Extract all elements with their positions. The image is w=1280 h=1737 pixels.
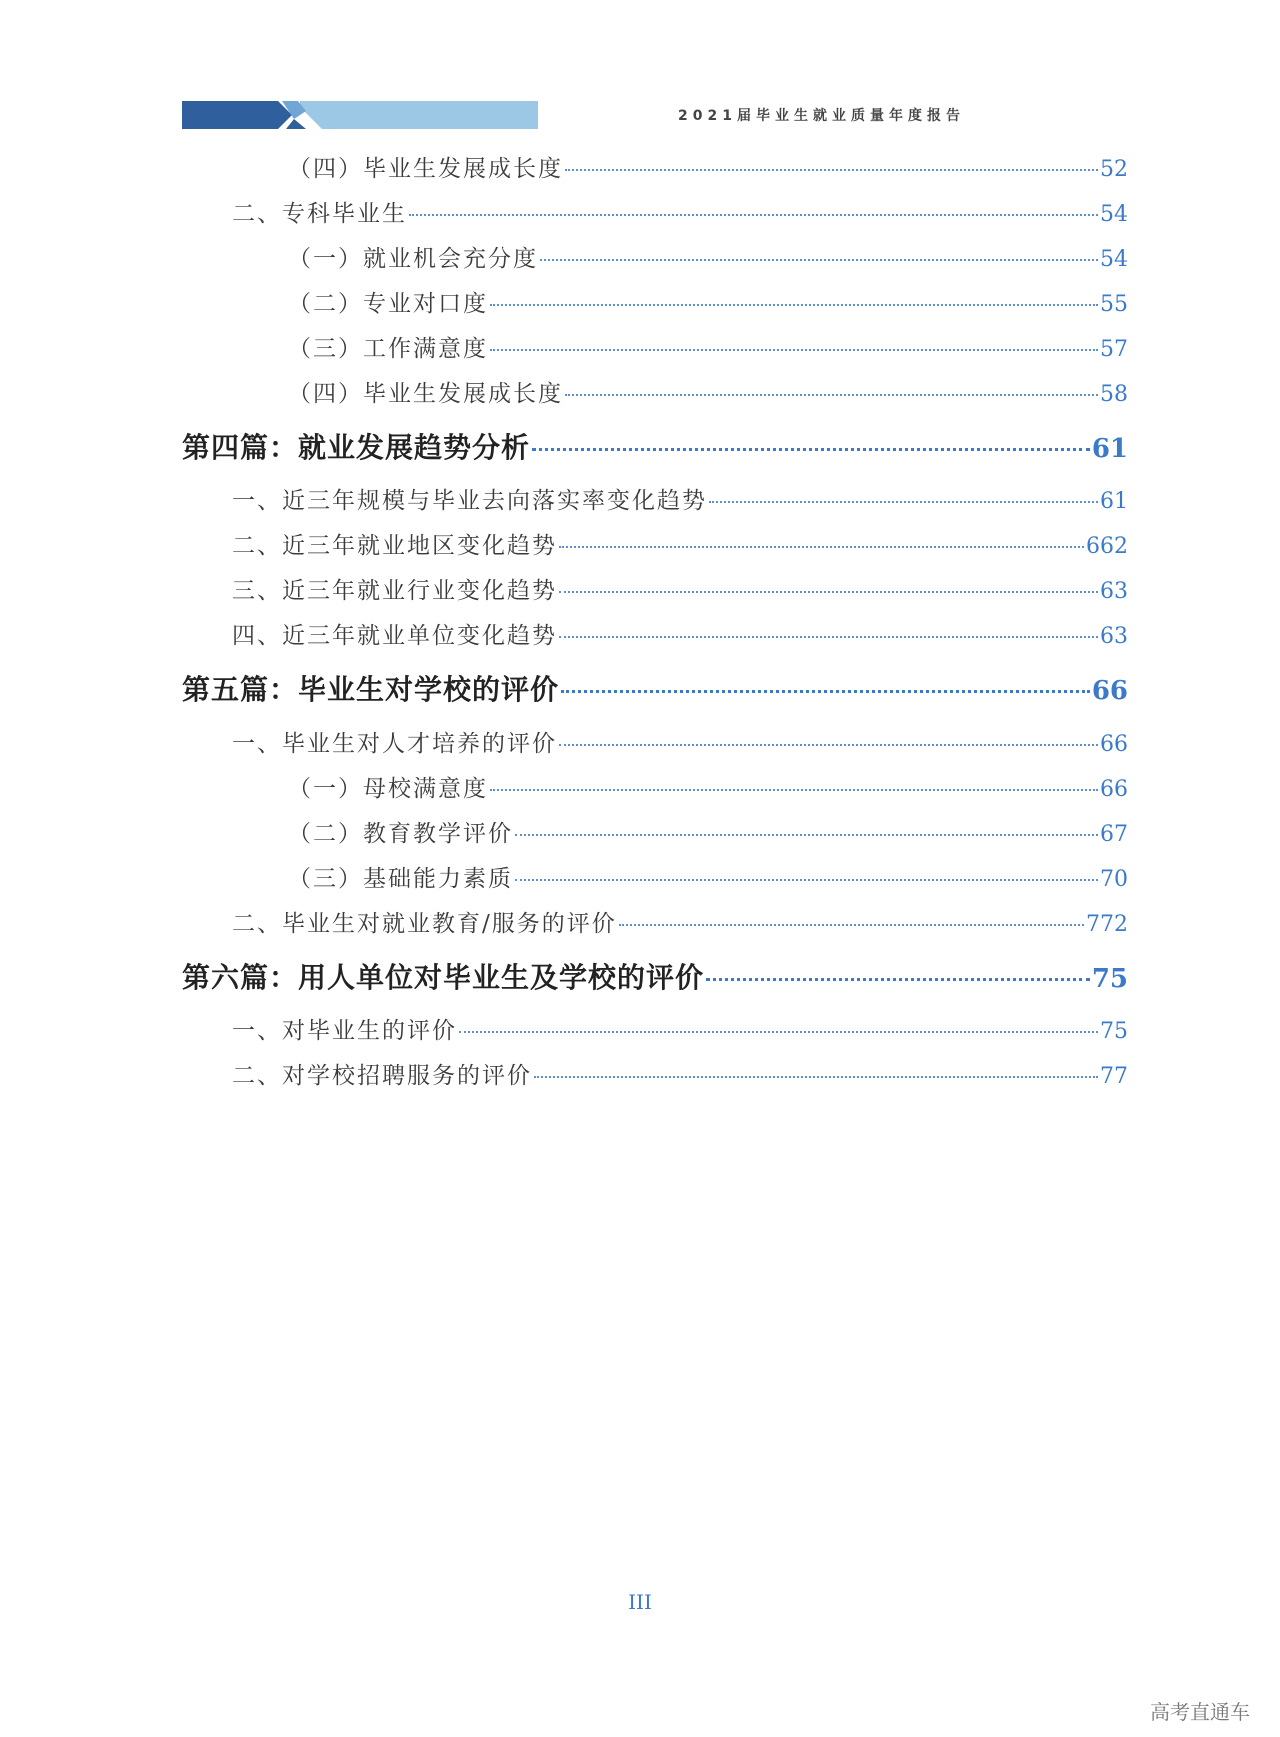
toc-entry-page: 52 — [1100, 157, 1128, 182]
header-band-graphic — [182, 101, 538, 129]
toc-dot-leader — [540, 259, 1098, 261]
toc-entry-label: 第五篇：毕业生对学校的评价 — [182, 673, 560, 706]
toc-entry-page: 63 — [1100, 579, 1128, 604]
toc-entry-page: 75 — [1091, 964, 1128, 994]
toc-entry[interactable] — [232, 617, 1128, 650]
toc-entry[interactable] — [288, 860, 1128, 893]
toc-entry-label: 二、对学校招聘服务的评价 — [232, 1063, 532, 1089]
toc-entry-label: 二、毕业生对就业教育/服务的评价 — [232, 911, 617, 937]
toc-entry-page: 67 — [1100, 822, 1128, 847]
watermark: 高考直通车 — [1150, 1700, 1250, 1724]
toc-entry-label: 一、近三年规模与毕业去向落实率变化趋势 — [232, 488, 707, 514]
toc-entry-page: 63 — [1100, 624, 1128, 649]
toc-entry-label: （三）工作满意度 — [288, 336, 488, 362]
toc-entry-page: 66 — [1091, 676, 1128, 706]
toc-entry-label: 二、近三年就业地区变化趋势 — [232, 533, 557, 559]
toc-dot-leader — [559, 636, 1098, 638]
toc-dot-leader — [490, 789, 1098, 791]
toc-dot-leader — [561, 690, 1090, 693]
toc-dot-leader — [459, 1031, 1098, 1033]
toc-dot-leader — [490, 304, 1098, 306]
toc-entry[interactable] — [288, 770, 1128, 803]
toc-entry-page: 61 — [1091, 434, 1128, 464]
toc-entry-page: 66 — [1100, 732, 1128, 757]
toc-entry-label: 一、对毕业生的评价 — [232, 1018, 457, 1044]
toc-entry[interactable] — [232, 905, 1128, 938]
toc-dot-leader — [709, 501, 1098, 503]
toc-dot-leader — [490, 349, 1098, 351]
toc-entry-page: 58 — [1100, 382, 1128, 407]
page-number: III — [628, 1590, 652, 1614]
toc-entry-label: 第六篇：用人单位对毕业生及学校的评价 — [182, 961, 705, 994]
toc-entry-label: 四、近三年就业单位变化趋势 — [232, 623, 557, 649]
toc-entry-label: 一、毕业生对人才培养的评价 — [232, 731, 557, 757]
toc-entry[interactable] — [288, 285, 1128, 318]
toc-entry-page: 75 — [1100, 1019, 1128, 1044]
toc-part-heading[interactable] — [182, 668, 1128, 708]
toc-entry-label: （四）毕业生发展成长度 — [288, 156, 563, 182]
toc-entry[interactable] — [232, 1057, 1128, 1090]
toc-entry[interactable] — [232, 725, 1128, 758]
toc-entry-label: （二）教育教学评价 — [288, 821, 513, 847]
toc-entry-label: 二、专科毕业生 — [232, 201, 407, 227]
toc-dot-leader — [534, 1076, 1098, 1078]
toc-entry[interactable] — [232, 572, 1128, 605]
toc-entry-label: （二）专业对口度 — [288, 291, 488, 317]
toc-entry-label: 三、近三年就业行业变化趋势 — [232, 578, 557, 604]
toc-entry[interactable] — [288, 815, 1128, 848]
toc-dot-leader — [515, 834, 1098, 836]
toc-entry[interactable] — [232, 195, 1128, 228]
toc-entry[interactable] — [288, 330, 1128, 363]
toc-entry-label: （四）毕业生发展成长度 — [288, 381, 563, 407]
toc-entry-label: （一）就业机会充分度 — [288, 246, 538, 272]
toc-entry[interactable] — [232, 1012, 1128, 1045]
toc-dot-leader — [559, 591, 1098, 593]
toc-dot-leader — [565, 394, 1098, 396]
toc-part-heading[interactable] — [182, 426, 1128, 466]
toc-dot-leader — [706, 978, 1090, 981]
toc-entry-page: 70 — [1100, 867, 1128, 892]
toc-entry[interactable] — [232, 527, 1128, 560]
toc-entry[interactable] — [288, 240, 1128, 273]
toc-part-heading[interactable] — [182, 956, 1128, 996]
toc-entry-label: （三）基础能力素质 — [288, 866, 513, 892]
toc-entry[interactable] — [288, 150, 1128, 183]
toc-dot-leader — [565, 169, 1098, 171]
toc-entry-page: 57 — [1100, 337, 1128, 362]
header-title: 2021届毕业生就业质量年度报告 — [678, 108, 965, 124]
toc-entry[interactable] — [232, 482, 1128, 515]
toc-dot-leader — [559, 744, 1098, 746]
toc-entry-page: 77 — [1100, 1064, 1128, 1089]
toc-entry-page: 662 — [1086, 534, 1128, 559]
toc-entry-page: 55 — [1100, 292, 1128, 317]
toc-dot-leader — [409, 214, 1098, 216]
toc-entry-label: （一）母校满意度 — [288, 776, 488, 802]
toc-entry-label: 第四篇：就业发展趋势分析 — [182, 431, 531, 464]
toc-entry-page: 54 — [1100, 202, 1128, 227]
toc-entry-page: 61 — [1100, 489, 1128, 514]
toc-entry-page: 772 — [1086, 912, 1128, 937]
toc-entry[interactable] — [288, 375, 1128, 408]
toc-dot-leader — [619, 924, 1084, 926]
toc-entry-page: 54 — [1100, 247, 1128, 272]
toc-entry-page: 66 — [1100, 777, 1128, 802]
toc-dot-leader — [532, 448, 1090, 451]
toc-dot-leader — [515, 879, 1098, 881]
toc-dot-leader — [559, 546, 1084, 548]
